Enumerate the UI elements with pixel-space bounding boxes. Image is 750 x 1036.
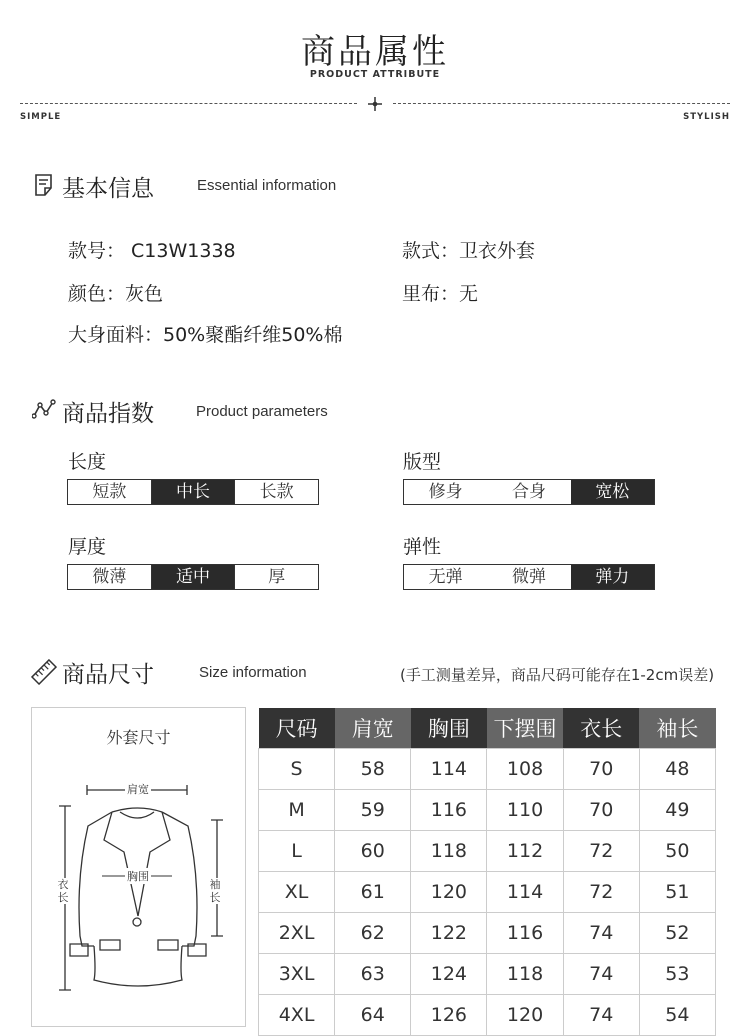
table-cell: 54 bbox=[639, 995, 715, 1036]
ruler-icon bbox=[31, 659, 57, 685]
color-info: 颜色：灰色 bbox=[68, 283, 164, 305]
table-cell: 110 bbox=[487, 790, 563, 831]
elasticity-label: 弹性 bbox=[403, 536, 442, 558]
table-cell: 124 bbox=[411, 954, 487, 995]
table-cell: 116 bbox=[487, 913, 563, 954]
table-cell: 64 bbox=[335, 995, 411, 1036]
table-cell: 72 bbox=[563, 831, 639, 872]
table-cell: 51 bbox=[639, 872, 715, 913]
table-cell: 52 bbox=[639, 913, 715, 954]
table-cell: 74 bbox=[563, 913, 639, 954]
table-cell: 120 bbox=[411, 872, 487, 913]
diagram-chest-label: 胸围 bbox=[127, 870, 149, 883]
header-right-tag: STYLISH bbox=[683, 112, 730, 122]
table-cell: XL bbox=[259, 872, 335, 913]
table-cell: 114 bbox=[411, 749, 487, 790]
table-row bbox=[259, 831, 716, 872]
fit-label: 版型 bbox=[403, 451, 442, 473]
table-cell: 50 bbox=[639, 831, 715, 872]
garment-diagram bbox=[31, 707, 246, 1027]
diagram-length-label: 衣长 bbox=[57, 878, 69, 904]
params-title-en: Product parameters bbox=[196, 403, 328, 420]
thickness-option-thick: 厚 bbox=[234, 565, 318, 589]
fit-option-loose: 宽松 bbox=[571, 480, 654, 504]
elasticity-option-none: 无弹 bbox=[428, 567, 463, 587]
table-cell: 58 bbox=[335, 749, 411, 790]
diagram-sleeve-label: 袖长 bbox=[209, 878, 221, 904]
table-cell: 60 bbox=[335, 831, 411, 872]
table-cell: 74 bbox=[563, 954, 639, 995]
fit-selector bbox=[403, 479, 655, 505]
col-length: 衣长 bbox=[563, 708, 639, 749]
col-size: 尺码 bbox=[259, 708, 335, 749]
table-cell: 112 bbox=[487, 831, 563, 872]
table-cell: 74 bbox=[563, 995, 639, 1036]
length-option-long: 长款 bbox=[234, 480, 318, 504]
table-cell: 59 bbox=[335, 790, 411, 831]
table-row bbox=[259, 995, 716, 1036]
table-cell: 118 bbox=[411, 831, 487, 872]
size-title: 商品尺寸 bbox=[62, 662, 154, 688]
length-option-mid: 中长 bbox=[151, 480, 235, 504]
table-cell: 62 bbox=[335, 913, 411, 954]
lining-info: 里布：无 bbox=[402, 283, 479, 305]
fit-option-slim: 修身 bbox=[428, 482, 463, 502]
table-cell: 48 bbox=[639, 749, 715, 790]
style-type: 款式：卫衣外套 bbox=[402, 240, 536, 262]
table-cell: 49 bbox=[639, 790, 715, 831]
table-cell: 114 bbox=[487, 872, 563, 913]
table-cell: 122 bbox=[411, 913, 487, 954]
table-cell: 120 bbox=[487, 995, 563, 1036]
table-cell: 126 bbox=[411, 995, 487, 1036]
fabric-info: 大身面料：50%聚酯纤维50%棉 bbox=[68, 324, 343, 346]
params-title: 商品指数 bbox=[62, 401, 154, 427]
table-row bbox=[259, 913, 716, 954]
header-divider-right bbox=[393, 103, 730, 104]
header-left-tag: SIMPLE bbox=[20, 112, 62, 122]
cross-ornament-icon bbox=[367, 96, 383, 112]
elasticity-option-slight: 微弹 bbox=[511, 567, 546, 587]
document-icon bbox=[34, 173, 56, 197]
table-cell: 70 bbox=[563, 790, 639, 831]
table-row bbox=[259, 872, 716, 913]
thickness-label: 厚度 bbox=[68, 536, 107, 558]
table-row bbox=[259, 954, 716, 995]
diagram-shoulder-label: 肩宽 bbox=[127, 783, 149, 796]
table-cell: M bbox=[259, 790, 335, 831]
length-option-short: 短款 bbox=[92, 482, 127, 502]
fit-option-regular: 合身 bbox=[511, 482, 546, 502]
table-cell: 72 bbox=[563, 872, 639, 913]
thickness-option-medium: 适中 bbox=[151, 565, 235, 589]
length-label: 长度 bbox=[68, 451, 107, 473]
table-cell: 70 bbox=[563, 749, 639, 790]
table-cell: 116 bbox=[411, 790, 487, 831]
diagram-title: 外套尺寸 bbox=[106, 728, 171, 747]
table-cell: 118 bbox=[487, 954, 563, 995]
col-hem: 下摆围 bbox=[487, 708, 563, 749]
elasticity-selector bbox=[403, 564, 655, 590]
basic-info-title-en: Essential information bbox=[197, 177, 337, 194]
thickness-selector bbox=[67, 564, 319, 590]
trend-line-icon bbox=[32, 399, 56, 419]
table-cell: S bbox=[259, 749, 335, 790]
table-cell: 108 bbox=[487, 749, 563, 790]
table-cell: 53 bbox=[639, 954, 715, 995]
table-cell: 2XL bbox=[259, 913, 335, 954]
page-subtitle: PRODUCT ATTRIBUTE bbox=[309, 69, 441, 80]
basic-info-title: 基本信息 bbox=[62, 176, 154, 202]
size-title-en: Size information bbox=[199, 664, 307, 681]
col-chest: 胸围 bbox=[411, 708, 487, 749]
table-row bbox=[259, 749, 716, 790]
header-divider-left bbox=[20, 103, 357, 104]
table-cell: 61 bbox=[335, 872, 411, 913]
table-cell: 4XL bbox=[259, 995, 335, 1036]
style-number: 款号： C13W1338 bbox=[68, 240, 236, 262]
elasticity-option-stretch: 弹力 bbox=[571, 565, 654, 589]
table-cell: 3XL bbox=[259, 954, 335, 995]
size-note: (手工测量差异，商品尺码可能存在1-2cm误差) bbox=[400, 666, 715, 684]
size-table bbox=[258, 708, 716, 1036]
thickness-option-thin: 微薄 bbox=[92, 567, 127, 587]
page-title: 商品属性 bbox=[301, 32, 449, 72]
col-sleeve: 袖长 bbox=[639, 708, 715, 749]
table-row bbox=[259, 790, 716, 831]
table-cell: L bbox=[259, 831, 335, 872]
col-shoulder: 肩宽 bbox=[335, 708, 411, 749]
length-selector bbox=[67, 479, 319, 505]
table-cell: 63 bbox=[335, 954, 411, 995]
size-table-header bbox=[259, 708, 716, 749]
